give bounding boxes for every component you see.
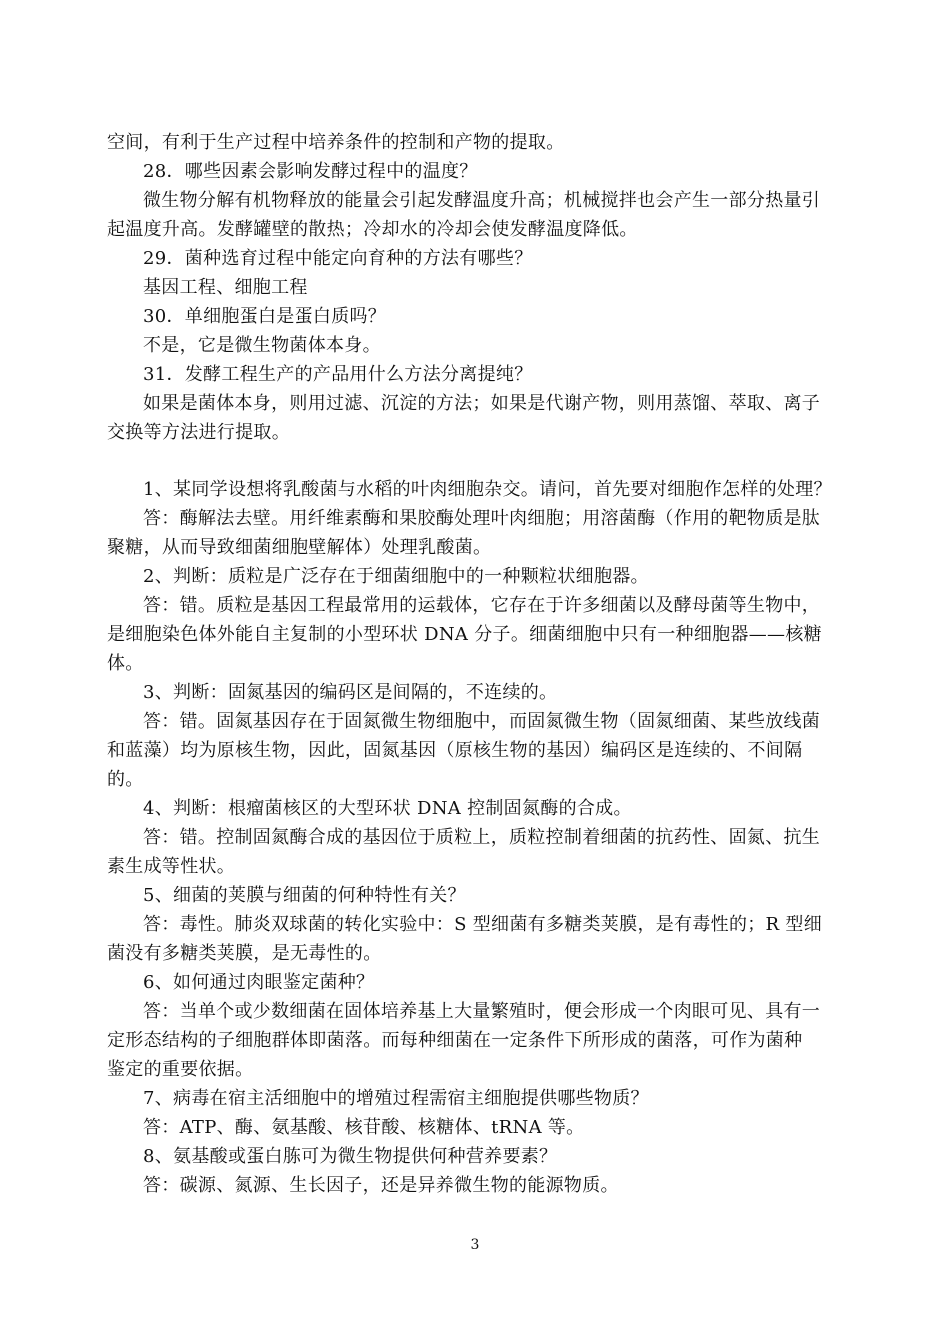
- text-line: 2、判断：质粒是广泛存在于细菌细胞中的一种颗粒状细胞器。: [143, 566, 649, 587]
- text-line: 答：酶解法去壁。用纤维素酶和果胶酶处理叶肉细胞；用溶菌酶（作用的靶物质是肽: [143, 508, 821, 529]
- text-line: 体。: [107, 653, 144, 674]
- text-line: 答：ATP、酶、氨基酸、核苷酸、核糖体、tRNA 等。: [143, 1117, 585, 1138]
- text-line: 和蓝藻）均为原核生物，因此，固氮基因（原核生物的基因）编码区是连续的、不间隔: [107, 740, 803, 761]
- text-line: 菌没有多糖类荚膜，是无毒性的。: [107, 943, 382, 964]
- text-line: 的。: [107, 769, 144, 790]
- text-line: 4、判断：根瘤菌核区的大型环状 DNA 控制固氮酶的合成。: [143, 798, 632, 819]
- text-line: 答：错。固氮基因存在于固氮微生物细胞中，而固氮微生物（固氮细菌、某些放线菌: [143, 711, 821, 732]
- text-line: 定形态结构的子细胞群体即菌落。而每种细菌在一定条件下所形成的菌落，可作为菌种: [107, 1030, 803, 1051]
- text-line: 不是，它是微生物菌体本身。: [143, 335, 381, 356]
- text-line: 如果是菌体本身，则用过滤、沉淀的方法；如果是代谢产物，则用蒸馏、萃取、离子: [143, 393, 821, 414]
- text-line: 29．菌种选育过程中能定向育种的方法有哪些？: [143, 248, 533, 269]
- text-line: 答：当单个或少数细菌在固体培养基上大量繁殖时，便会形成一个肉眼可见、具有一: [143, 1001, 821, 1022]
- text-line: 空间，有利于生产过程中培养条件的控制和产物的提取。: [107, 132, 565, 153]
- section-fermentation-qa: [107, 128, 849, 447]
- text-line: 答：错。控制固氮酶合成的基因位于质粒上，质粒控制着细菌的抗药性、固氮、抗生: [143, 827, 821, 848]
- text-line: 微生物分解有机物释放的能量会引起发酵温度升高；机械搅拌也会产生一部分热量引: [143, 190, 821, 211]
- text-line: 交换等方法进行提取。: [107, 422, 290, 443]
- text-line: 答：毒性。肺炎双球菌的转化实验中：S 型细菌有多糖类荚膜，是有毒性的；R 型细: [143, 914, 823, 935]
- text-line: 聚糖，从而导致细菌细胞壁解体）处理乳酸菌。: [107, 537, 492, 558]
- text-line: 1、某同学设想将乳酸菌与水稻的叶肉细胞杂交。请问，首先要对细胞作怎样的处理？: [143, 479, 832, 500]
- text-line: 28．哪些因素会影响发酵过程中的温度？: [143, 161, 478, 182]
- text-line: 基因工程、细胞工程: [143, 277, 308, 298]
- text-line: 鉴定的重要依据。: [107, 1059, 254, 1080]
- text-line: 3、判断：固氮基因的编码区是间隔的，不连续的。: [143, 682, 558, 703]
- text-line: 是细胞染色体外能自主复制的小型环状 DNA 分子。细菌细胞中只有一种细胞器——核糖: [107, 624, 822, 645]
- text-line: 5、细菌的荚膜与细菌的何种特性有关？: [143, 885, 466, 906]
- page-number: 3: [470, 1237, 480, 1253]
- section-gap: [107, 447, 849, 475]
- text-line: 8、氨基酸或蛋白胨可为微生物提供何种营养要素？: [143, 1146, 558, 1167]
- document-body: [107, 128, 849, 1200]
- text-line: 30．单细胞蛋白是蛋白质吗？: [143, 306, 387, 327]
- text-line: 素生成等性状。: [107, 856, 236, 877]
- text-line: 答：错。质粒是基因工程最常用的运载体，它存在于许多细菌以及酵母菌等生物中，: [143, 595, 821, 616]
- text-line: 6、如何通过肉眼鉴定菌种？: [143, 972, 375, 993]
- text-line: 7、病毒在宿主活细胞中的增殖过程需宿主细胞提供哪些物质？: [143, 1088, 649, 1109]
- text-line: 起温度升高。发酵罐壁的散热；冷却水的冷却会使发酵温度降低。: [107, 219, 638, 240]
- text-line: 答：碳源、氮源、生长因子，还是异养微生物的能源物质。: [143, 1175, 619, 1196]
- text-line: 31．发酵工程生产的产品用什么方法分离提纯？: [143, 364, 533, 385]
- section-microbiology-qa: [107, 475, 849, 1200]
